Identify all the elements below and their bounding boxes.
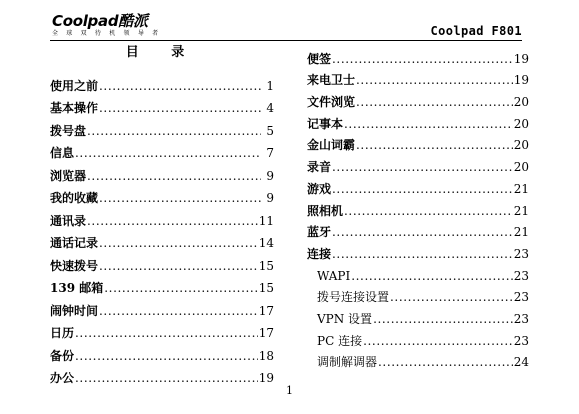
toc-left-column [50,44,274,385]
toc-leader-dots [356,95,513,109]
toc-leader-dots [332,52,513,66]
toc-entry-label: 文件浏览 [307,95,356,110]
toc-entry-page: 21 [513,203,529,218]
toc-entry[interactable] [50,250,274,273]
toc-entry[interactable] [50,318,274,341]
toc-entry[interactable] [307,131,529,153]
page-number: 1 [286,384,293,397]
toc-entry-label: 通讯录 [50,213,87,228]
toc-entry[interactable] [50,183,274,206]
toc-entry-label: 快速拨号 [50,258,99,273]
toc-leader-dots [99,79,261,93]
toc-entry[interactable] [50,138,274,161]
toc-leader-dots [87,214,258,228]
toc-entry-label: 139 邮箱 [50,281,104,295]
toc-entry[interactable] [307,152,529,174]
toc-entry-page: 23 [513,333,529,348]
toc-leader-dots [356,138,513,152]
toc-entry-page: 23 [513,290,529,305]
toc-entry-label: 来电卫士 [307,73,356,88]
toc-entry-label: WAPI [317,268,351,283]
toc-entry[interactable] [307,348,529,370]
toc-entry[interactable] [50,340,274,363]
toc-right-column [307,44,529,369]
toc-entry-page: 18 [258,348,274,363]
toc-entry-page: 21 [513,181,529,196]
toc-entry-label: VPN 设置 [317,311,373,326]
toc-leader-dots [344,117,513,131]
toc-entry[interactable] [307,326,529,348]
toc-entry[interactable] [50,363,274,386]
toc-entry-page: 9 [266,191,274,205]
toc-entry-page: 20 [513,160,529,175]
toc-entry[interactable] [50,160,274,183]
toc-leader-dots [99,259,258,273]
toc-entry-label: 办公 [50,371,75,385]
toc-entry-label: 浏览器 [50,168,87,183]
toc-entry-label: 蓝牙 [307,225,332,240]
toc-entry-label: 录音 [307,160,332,175]
toc-entry-label: PC 连接 [317,333,363,348]
toc-entry-label: 闹钟时间 [50,303,99,318]
toc-entry-label: 信息 [50,146,75,160]
toc-entry-page: 23 [513,311,529,326]
toc-entry-page: 20 [513,138,529,153]
toc-leader-dots [99,191,261,205]
brand-logo [52,13,161,38]
toc-entry-page: 19 [258,371,274,385]
toc-leader-dots [75,349,258,363]
toc-entry[interactable] [50,273,274,296]
toc-leader-dots [332,247,513,261]
toc-entry-page: 21 [513,225,529,240]
toc-entry-page: 20 [513,116,529,131]
toc-entry-label: 照相机 [307,203,344,218]
toc-entry-label: 基本操作 [50,101,99,115]
toc-entry[interactable] [307,44,529,66]
brand-tagline: 全 球 双 待 机 领 导 者 [52,30,162,37]
toc-entry-label: 记事本 [307,116,344,131]
toc-entry-page: 15 [258,281,274,295]
toc-entry[interactable] [50,205,274,228]
model-name: Coolpad F801 [430,24,522,38]
toc-leader-dots [75,371,258,385]
brand-name: Coolpad酷派 [52,12,148,30]
toc-entry-page: 23 [513,268,529,283]
toc-leader-dots [99,101,261,115]
toc-entry[interactable] [307,218,529,240]
toc-leader-dots [99,236,258,250]
toc-right-list [307,44,529,369]
toc-entry[interactable] [50,115,274,138]
toc-entry[interactable] [307,304,529,326]
toc-entry[interactable] [307,87,529,109]
toc-entry-page: 4 [266,101,274,115]
toc-entry-page: 24 [513,355,529,370]
toc-entry-label: 调制解调器 [317,355,378,370]
toc-left-list [50,70,274,385]
toc-entry-page: 20 [513,95,529,110]
toc-entry-label: 我的收藏 [50,191,99,205]
toc-leader-dots [378,355,513,369]
toc-entry-page: 9 [266,168,274,183]
toc-entry-page: 17 [258,303,274,318]
toc-entry-label: 连接 [307,246,332,261]
toc-entry-page: 5 [266,123,274,138]
toc-leader-dots [332,182,513,196]
toc-leader-dots [87,124,261,138]
toc-entry-label: 使用之前 [50,78,99,93]
toc-entry-label: 游戏 [307,181,332,196]
toc-leader-dots [75,146,261,160]
toc-entry[interactable] [50,295,274,318]
toc-entry[interactable] [307,239,529,261]
toc-entry[interactable] [307,66,529,88]
toc-leader-dots [390,290,513,304]
toc-entry[interactable] [307,261,529,283]
toc-leader-dots [104,281,257,295]
toc-entry-page: 17 [258,326,274,340]
header-rule [50,40,522,41]
toc-entry-page: 15 [258,258,274,273]
toc-leader-dots [351,269,513,283]
toc-leader-dots [75,326,258,340]
toc-leader-dots [344,204,513,218]
toc-entry-page: 1 [266,78,274,93]
toc-leader-dots [363,334,513,348]
toc-entry-label: 拨号连接设置 [317,290,390,305]
toc-entry[interactable] [307,283,529,305]
toc-leader-dots [332,160,513,174]
toc-entry[interactable] [50,228,274,251]
toc-entry-page: 7 [266,146,274,160]
toc-entry-label: 日历 [50,326,75,340]
toc-entry-page: 11 [258,213,274,228]
toc-entry-label: 金山词霸 [307,138,356,153]
toc-entry-label: 便签 [307,51,332,66]
toc-leader-dots [332,225,513,239]
toc-leader-dots [99,304,258,318]
toc-leader-dots [356,73,513,87]
toc-entry[interactable] [307,196,529,218]
toc-entry-label: 拨号盘 [50,123,87,138]
toc-entry[interactable] [307,174,529,196]
toc-entry-label: 通话记录 [50,236,99,250]
toc-entry-page: 14 [258,236,274,250]
toc-entry-page: 19 [513,51,529,66]
toc-entry[interactable] [307,109,529,131]
toc-leader-dots [87,169,261,183]
toc-title: 目 录 [125,45,199,60]
toc-entry[interactable] [50,93,274,116]
toc-entry-label: 备份 [50,348,75,363]
toc-entry[interactable] [50,70,274,93]
toc-entry-page: 19 [513,73,529,88]
toc-leader-dots [373,312,513,326]
toc-entry-page: 23 [513,246,529,261]
